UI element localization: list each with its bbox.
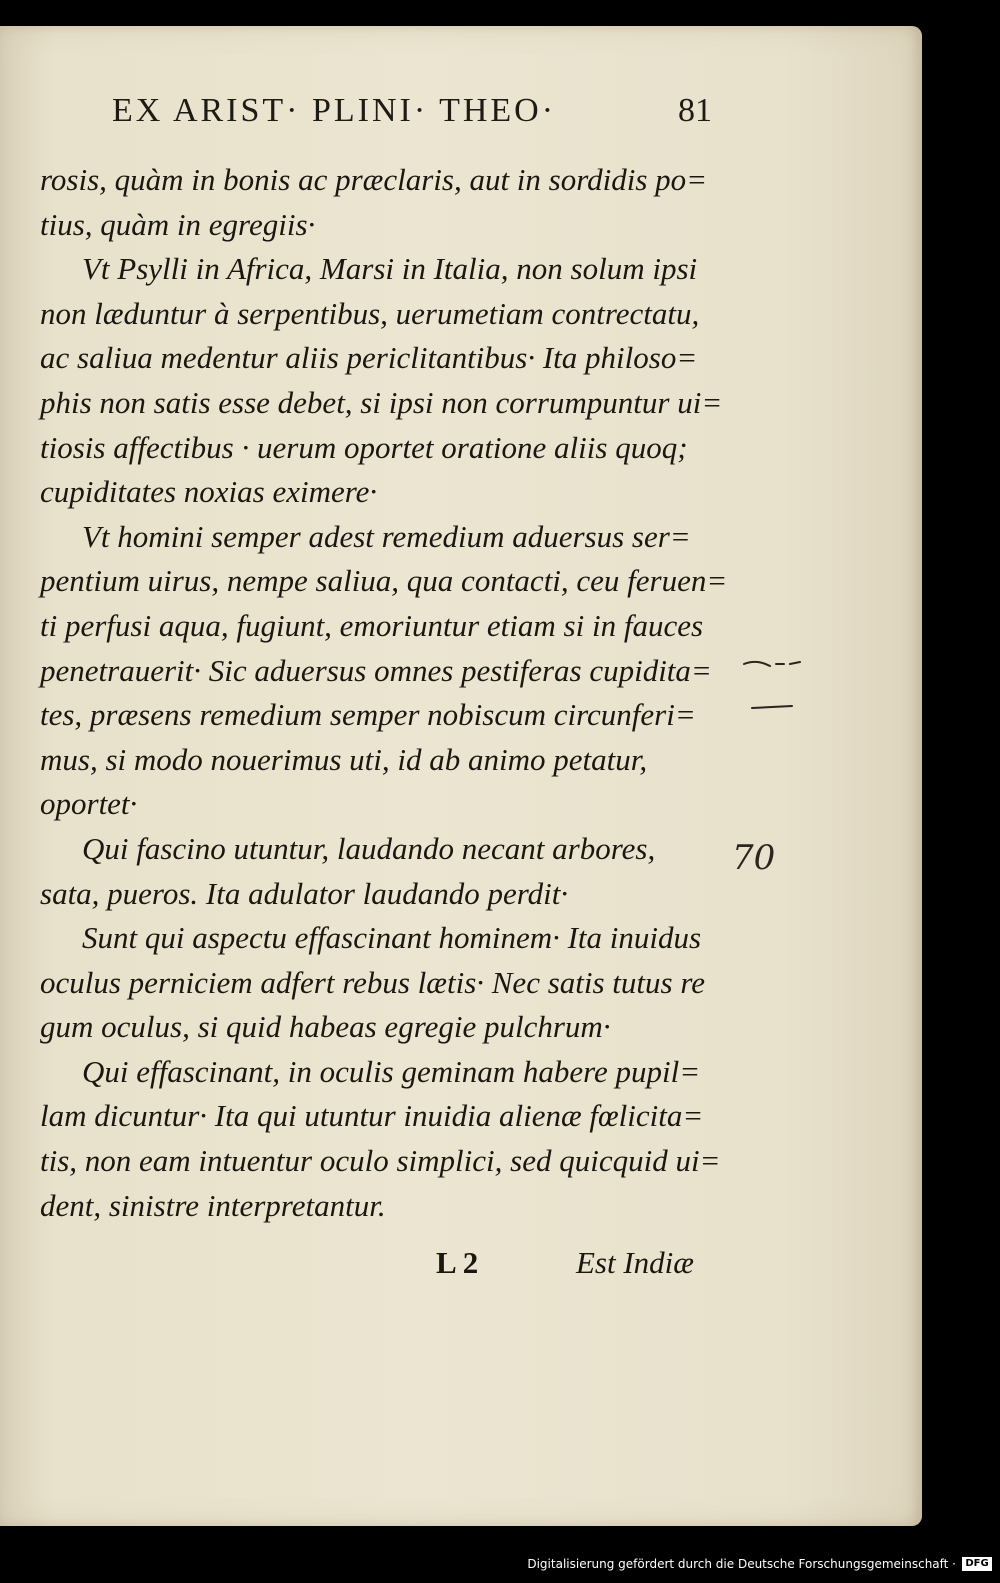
text-line: oportet·	[40, 786, 138, 822]
text-line: tis, non eam intuentur oculo simplici, sed quicquid ui=	[40, 1143, 721, 1179]
text-line: rosis, quàm in bonis ac præclaris, aut in sordidis po=	[40, 162, 708, 197]
signature-mark: L 2	[436, 1245, 479, 1280]
body-text	[40, 158, 728, 1228]
text-line: Vt homini semper adest remedium aduersus ser=	[82, 518, 691, 554]
text-line: pentium uirus, nempe saliua, qua contacti, ceu feruen=	[40, 563, 728, 599]
catchword-line	[436, 1245, 706, 1285]
text-line: ti perfusi aqua, fugiunt, emoriuntur etiam si in fauces	[40, 607, 704, 643]
text-line: sata, pueros. Ita adulator laudando perdit·	[40, 875, 569, 911]
dfg-logo: DFG	[962, 1557, 992, 1571]
digitization-footer	[0, 1547, 1000, 1583]
text-line: gum oculus, si quid habeas egregie pulchrum·	[40, 1009, 611, 1045]
running-head: EX ARIST· PLINI· THEO·	[112, 92, 557, 129]
text-line: ac saliua medentur aliis periclitantibus· Ita philoso=	[40, 340, 698, 376]
folio-number: 81	[678, 92, 712, 129]
text-line: Qui effascinant, in oculis geminam habere pupil=	[82, 1053, 701, 1089]
text-line: Sunt qui aspectu effascinant hominem· Ita inuidus	[82, 920, 702, 956]
page-header	[112, 92, 712, 132]
text-line: tiosis affectibus · uerum oportet oratione aliis quoq;	[40, 429, 688, 465]
text-line: Qui fascino utuntur, laudando necant arbores,	[82, 830, 656, 866]
text-line: lam dicuntur· Ita qui utuntur inuidia alienæ fœlicita=	[40, 1098, 704, 1134]
text-line: dent, sinistre interpretantur.	[40, 1187, 386, 1223]
text-line: phis non satis esse debet, si ipsi non corrumpuntur ui=	[40, 384, 723, 420]
text-line: non læduntur à serpentibus, uerumetiam contrectatu,	[40, 295, 700, 331]
catchword: Est Indiæ	[576, 1245, 694, 1280]
text-line: oculus perniciem adfert rebus lætis· Nec satis tutus re	[40, 964, 706, 1000]
text-line: penetrauerit· Sic aduersus omnes pestiferas cupidita=	[40, 652, 712, 688]
marginal-note: 70	[732, 838, 776, 878]
text-line: mus, si modo nouerimus uti, id ab animo petatur,	[40, 741, 648, 777]
text-line: cupiditates noxias eximere·	[40, 474, 378, 510]
text-line: tes, præsens remedium semper nobiscum circunferi=	[40, 697, 696, 733]
text-line: Vt Psylli in Africa, Marsi in Italia, non solum ipsi	[82, 251, 698, 287]
footer-credit: Digitalisierung gefördert durch die Deutsche Forschungsgemeinschaft ·	[527, 1557, 956, 1571]
margin-pen-mark	[740, 650, 810, 720]
text-line: tius, quàm in egregiis·	[40, 206, 316, 242]
